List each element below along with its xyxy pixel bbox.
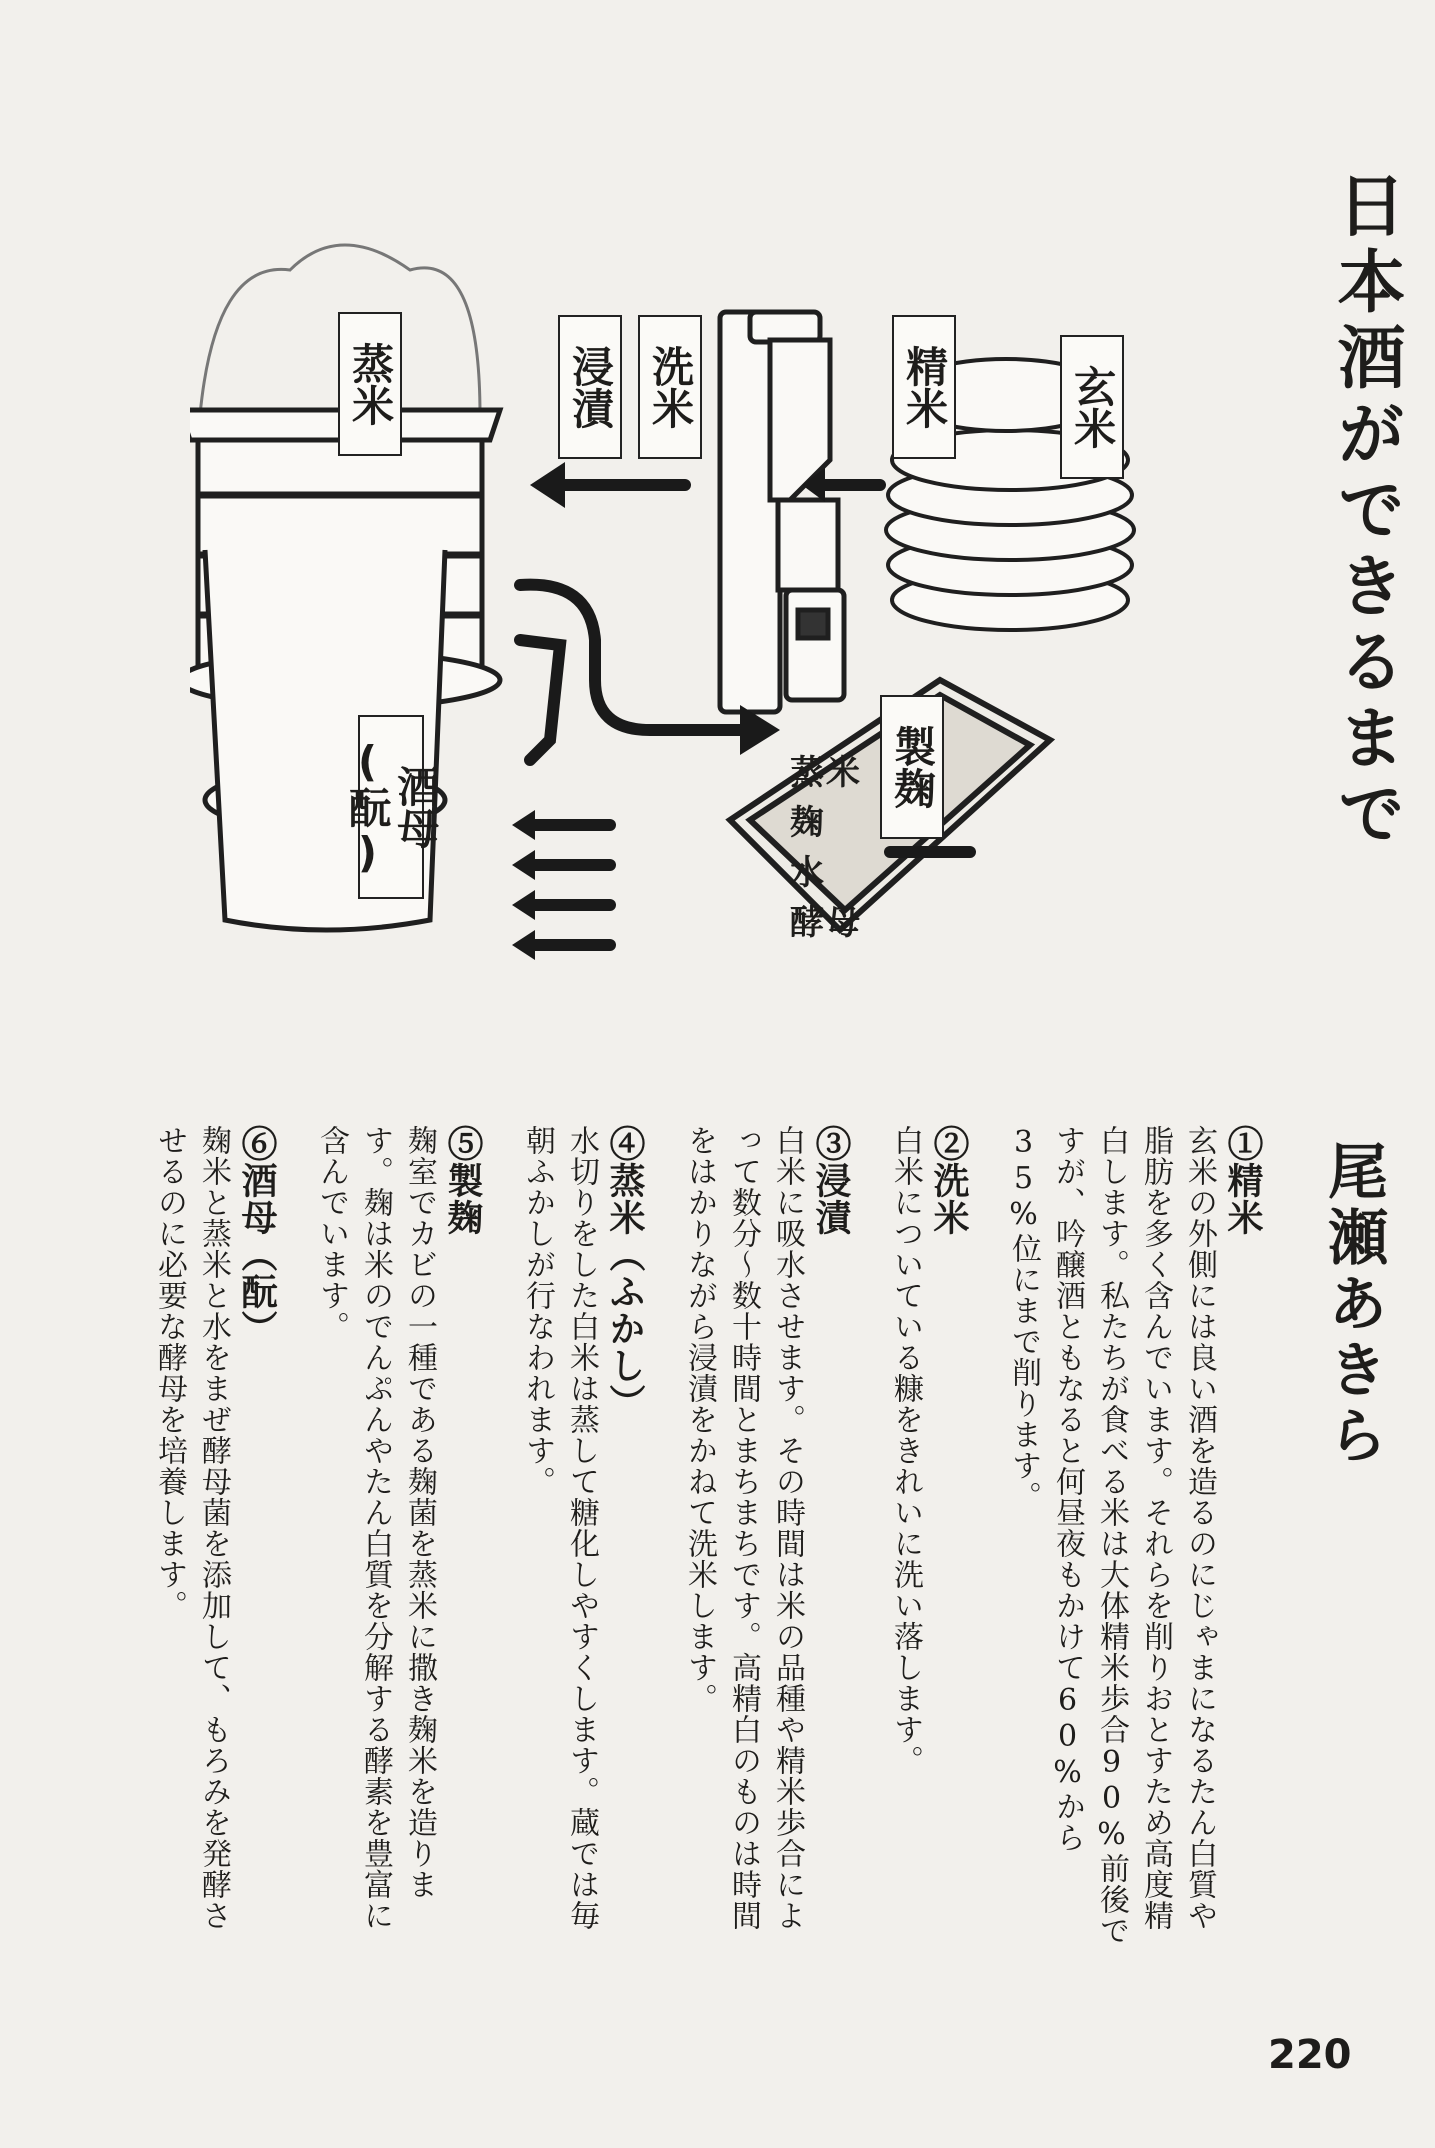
ingredient-koji: 麹 bbox=[790, 803, 826, 843]
section-heading: ④蒸米（ふかし） bbox=[604, 1125, 646, 1421]
section-jomai bbox=[515, 1125, 647, 1955]
brewing-process-diagram bbox=[190, 240, 1250, 980]
section-text: 白米に吸水させます。その時間は米の品種や精米歩合によって数分〜数十時間とまちまちです。高精白のものは時間をはかりながら浸漬をかねて洗米します。 bbox=[682, 1125, 805, 1931]
section-heading: ①精米 bbox=[1222, 1125, 1264, 1236]
author-name: 尾瀬あきら bbox=[1318, 1140, 1388, 1470]
section-text: 水切りをした白米は蒸して糖化しやすくします。蔵では毎朝ふかしが行なわれます。 bbox=[520, 1125, 599, 1931]
label-shubo: 酒母(酛) bbox=[358, 715, 424, 899]
label-genmai: 玄米 bbox=[1060, 335, 1124, 479]
page-number: 220 bbox=[1268, 2032, 1352, 2078]
section-text: 麹米と蒸米と水をまぜ酵母菌を添加して、もろみを発酵させるのに必要な酵母を培養します。 bbox=[152, 1125, 231, 1931]
label-seikiku: 製麹 bbox=[880, 695, 944, 839]
section-seikiku bbox=[309, 1125, 485, 1955]
section-heading: ②洗米 bbox=[928, 1125, 970, 1236]
ingredient-yeast: 酵母 bbox=[790, 903, 862, 943]
rice-polisher-illustration bbox=[720, 312, 844, 712]
section-heading: ⑤製麹 bbox=[442, 1125, 484, 1236]
ingredient-water: 水 bbox=[790, 853, 826, 893]
section-text: 白米についている糠をきれいに洗い落します。 bbox=[888, 1125, 923, 1776]
section-seimai bbox=[1001, 1125, 1265, 1955]
page-title: 日本酒ができるまで bbox=[1326, 170, 1405, 854]
section-senmai bbox=[883, 1125, 971, 1955]
section-shinseki bbox=[677, 1125, 853, 1955]
section-heading: ⑥酒母（酛） bbox=[236, 1125, 278, 1347]
label-shinseki: 浸漬 bbox=[558, 315, 622, 459]
section-heading: ③浸漬 bbox=[810, 1125, 852, 1236]
section-text: 玄米の外側には良い酒を造るのにじゃまになるたん白質や脂肪を多く含んでいます。それらを削りおとすため高度精白します。私たちが食べる米は大体精米歩合90%前後ですが、吟醸酒ともなると何昼夜もかけて60%から35%位にまで削ります。 bbox=[1006, 1125, 1217, 1946]
label-jomai: 蒸米 bbox=[338, 312, 402, 456]
section-text: 麹室でカビの一種である麹菌を蒸米に撒き麹米を造ります。麹は米のでんぷんやたん白質を分解する酵素を豊富に含んでいます。 bbox=[314, 1125, 437, 1931]
label-seimai: 精米 bbox=[892, 315, 956, 459]
label-senmai: 洗米 bbox=[638, 315, 702, 459]
ingredient-jomai: 蒸米 bbox=[790, 753, 862, 793]
article-body bbox=[152, 1125, 1265, 1955]
section-shubo bbox=[147, 1125, 279, 1955]
